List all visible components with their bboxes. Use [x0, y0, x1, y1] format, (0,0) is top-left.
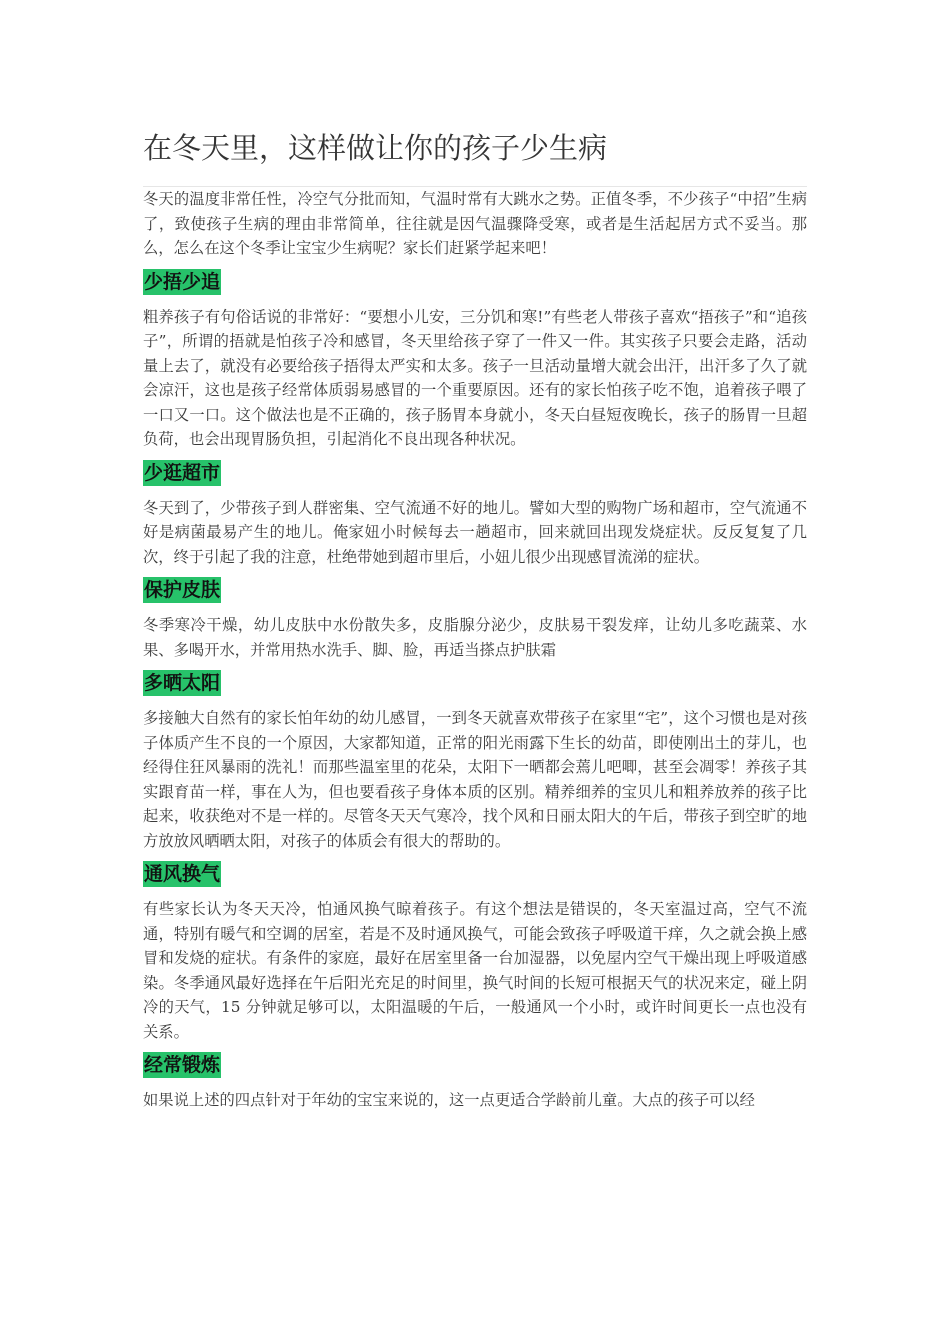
intro-paragraph: 冬天的温度非常任性，冷空气分批而知，气温时常有大跳水之势。正值冬季，不少孩子“中招”生病了，致使孩子生病的理由非常简单，往往就是因气温骤降受寒，或者是生活起居方式不妥当。那么，怎么在这个冬季让宝宝少生病呢？家长们赶紧学起来吧！ — [143, 190, 807, 257]
section-heading: 通风换气 — [144, 863, 221, 885]
section-heading: 少捂少追 — [144, 270, 221, 293]
section-body: 粗养孩子有句俗话说的非常好：“要想小儿安，三分饥和寒!”有些老人带孩子喜欢“捂孩子”和“追孩子”，所谓的捂就是怕孩子冷和感冒，冬天里给孩子穿了一件又一件。其实孩子只要会走路，活动量上去了，就没有必要给孩子捂得太严实和太多。孩子一旦活动量增大就会出汗，出汗多了久了就会凉汗，这也是孩子经常体质弱易感冒的一个重要原因。还有的家长怕孩子吃不饱，追着孩子喂了一口又一口。这个做法也是不正确的，孩子肠胃本身就小，冬天白昼短夜晚长，孩子的肠胃一旦超负荷，也会出现胃肠负担，引起消化不良出现各种状况。 — [143, 307, 807, 448]
section-body: 冬天到了，少带孩子到人群密集、空气流通不好的地儿。譬如大型的购物广场和超市，空气流通不好是病菌最易产生的地儿。俺家妞小时候每去一趟超市，回来就回出现发烧症状。反反复复了几次，终于引起了我的注意，杜绝带她到超市里后，小妞儿很少出现感冒流涕的症状。 — [143, 498, 807, 566]
article — [143, 128, 807, 1113]
section-duoshaitaiyang — [143, 662, 807, 853]
section-jingchangduanlian — [143, 1044, 807, 1113]
section-heading: 多晒太阳 — [144, 672, 221, 694]
section-heading: 少逛超市 — [144, 461, 221, 484]
section-heading: 保护皮肤 — [144, 579, 221, 601]
section-shaoguangchaoshi — [143, 452, 807, 570]
section-body: 冬季寒冷干燥，幼儿皮肤中水份散失多，皮脂腺分泌少，皮肤易干裂发痒，让幼儿多吃蔬菜、水果、多喝开水，并常用热水洗手、脚、脸，再适当搽点护肤霜 — [143, 616, 807, 659]
section-shaoshaozhui — [143, 261, 807, 452]
section-tongfenghuanqi — [143, 853, 807, 1044]
section-body: 如果说上述的四点针对于年幼的宝宝来说的，这一点更适合学龄前儿童。大点的孩子可以经 — [143, 1091, 755, 1109]
section-body: 多接触大自然有的家长怕年幼的幼儿感冒，一到冬天就喜欢带孩子在家里“宅”，这个习惯也是对孩子体质产生不良的一个原因，大家都知道，正常的阳光雨露下生长的幼苗，即使刚出土的芽儿，也经得住狂风暴雨的洗礼！而那些温室里的花朵，太阳下一晒都会蔫儿吧唧，甚至会凋零！养孩子其实跟育苗一样，事在人为，但也要看孩子身体本质的区别。精养细养的宝贝儿和粗养放养的孩子比起来，收获绝对不是一样的。尽管冬天天气寒冷，找个风和日丽太阳大的午后，带孩子到空旷的地方放放风晒晒太阳，对孩子的体质会有很大的帮助的。 — [143, 709, 807, 850]
section-heading: 经常锻炼 — [144, 1054, 221, 1076]
page-title: 在冬天里，这样做让你的孩子少生病 — [143, 128, 807, 187]
section-baohupifu — [143, 569, 807, 662]
section-body: 有些家长认为冬天天冷，怕通风换气晾着孩子。有这个想法是错误的，冬天室温过高，空气不流通，特别有暖气和空调的居室，若是不及时通风换气，可能会致孩子呼吸道干痒，久之就会换上感冒和发烧的症状。有条件的家庭，最好在居室里备一台加湿器，以免屋内空气干燥出现上呼吸道感染。冬季通风最好选择在午后阳光充足的时间里，换气时间的长短可根据天气的状况来定，碰上阴冷的天气，15 分钟就足够可以，太阳温暖的午后，一般通风一个小时，或许时间更长一点也没有关系。 — [143, 900, 807, 1041]
